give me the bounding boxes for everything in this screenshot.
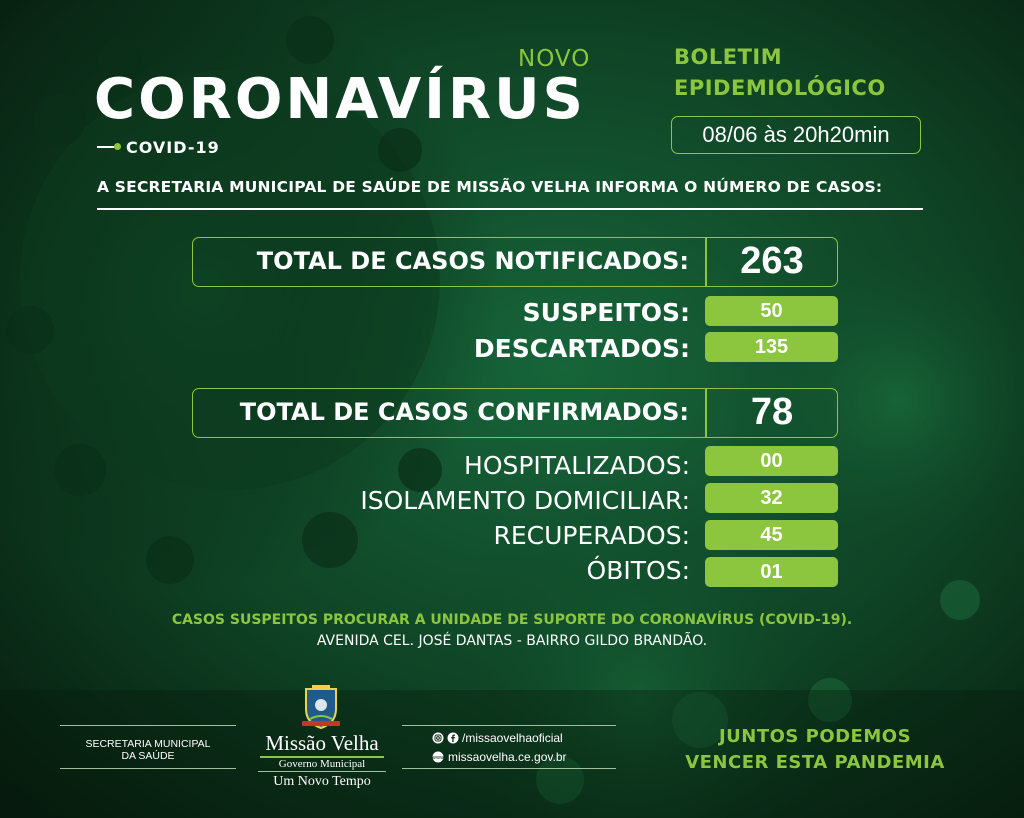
facebook-icon bbox=[447, 732, 459, 744]
deaths-value: 01 bbox=[705, 557, 838, 587]
recovered-label: RECUPERADOS: bbox=[493, 521, 690, 550]
covid-subtitle: COVID-19 bbox=[126, 138, 220, 157]
city-name: Missão Velha bbox=[265, 731, 379, 755]
footer-rule bbox=[60, 725, 236, 726]
covid-accent-dot bbox=[114, 143, 121, 150]
instagram-icon bbox=[432, 732, 444, 744]
social-handle-row[interactable] bbox=[432, 731, 563, 745]
juntos-line1: JUNTOS PODEMOS bbox=[718, 726, 912, 747]
footer-rule bbox=[60, 768, 236, 769]
boletim-heading bbox=[674, 42, 886, 104]
confirmed-total-value: 78 bbox=[750, 391, 794, 433]
footer-rule bbox=[402, 768, 616, 769]
crest-icon bbox=[300, 683, 342, 729]
suspects-value: 50 bbox=[705, 296, 838, 326]
notice-line2: AVENIDA CEL. JOSÉ DANTAS - BAIRRO GILDO BRANDÃO. bbox=[316, 633, 708, 649]
secretaria-line2: DA SAÚDE bbox=[121, 750, 175, 762]
svg-text:www: www bbox=[432, 755, 444, 761]
notified-total-label: TOTAL DE CASOS NOTIFICADOS: bbox=[256, 247, 689, 275]
boletim-line1: BOLETIM bbox=[674, 45, 783, 69]
notice-line1: CASOS SUSPEITOS PROCURAR A UNIDADE DE SUPORTE DO CORONAVÍRUS (COVID-19). bbox=[171, 612, 853, 628]
deaths-label: ÓBITOS: bbox=[586, 556, 690, 585]
slogan: Um Novo Tempo bbox=[273, 774, 371, 789]
page-title: CORONAVÍRUS bbox=[94, 67, 586, 132]
notified-total-value: 263 bbox=[740, 240, 804, 282]
notified-total-box bbox=[192, 237, 838, 287]
covid-accent-line bbox=[97, 146, 115, 148]
website-row[interactable] bbox=[432, 750, 567, 764]
home-isolation-value: 32 bbox=[705, 483, 838, 513]
website-link: missaovelha.ce.gov.br bbox=[448, 750, 567, 764]
intro-text: A SECRETARIA MUNICIPAL DE SAÚDE DE MISSÃO VELHA INFORMA O NÚMERO DE CASOS: bbox=[97, 178, 883, 196]
social-handle: /missaovelhaoficial bbox=[462, 731, 563, 745]
hospitalized-label: HOSPITALIZADOS: bbox=[464, 451, 690, 480]
intro-divider bbox=[97, 208, 923, 210]
recovered-value: 45 bbox=[705, 520, 838, 550]
discarded-value: 135 bbox=[705, 332, 838, 362]
secretaria-line1: SECRETARIA MUNICIPAL bbox=[85, 738, 211, 750]
novo-label: NOVO bbox=[518, 46, 591, 72]
hospitalized-value: 00 bbox=[705, 446, 838, 476]
home-isolation-label: ISOLAMENTO DOMICILIAR: bbox=[360, 486, 690, 515]
confirmed-total-box bbox=[192, 388, 838, 438]
secretaria-label bbox=[60, 738, 236, 762]
date-badge: 08/06 às 20h20min bbox=[671, 116, 921, 154]
footer-rule bbox=[402, 725, 616, 726]
confirmed-total-label: TOTAL DE CASOS CONFIRMADOS: bbox=[239, 398, 689, 426]
boletim-line2: EPIDEMIOLÓGICO bbox=[674, 76, 886, 100]
discarded-label: DESCARTADOS: bbox=[473, 334, 690, 363]
gov-label: Governo Municipal bbox=[278, 758, 366, 770]
juntos-slogan bbox=[650, 724, 980, 776]
suspects-label: SUSPEITOS: bbox=[522, 298, 690, 327]
juntos-line2: VENCER ESTA PANDEMIA bbox=[685, 752, 945, 773]
web-icon bbox=[432, 751, 444, 763]
